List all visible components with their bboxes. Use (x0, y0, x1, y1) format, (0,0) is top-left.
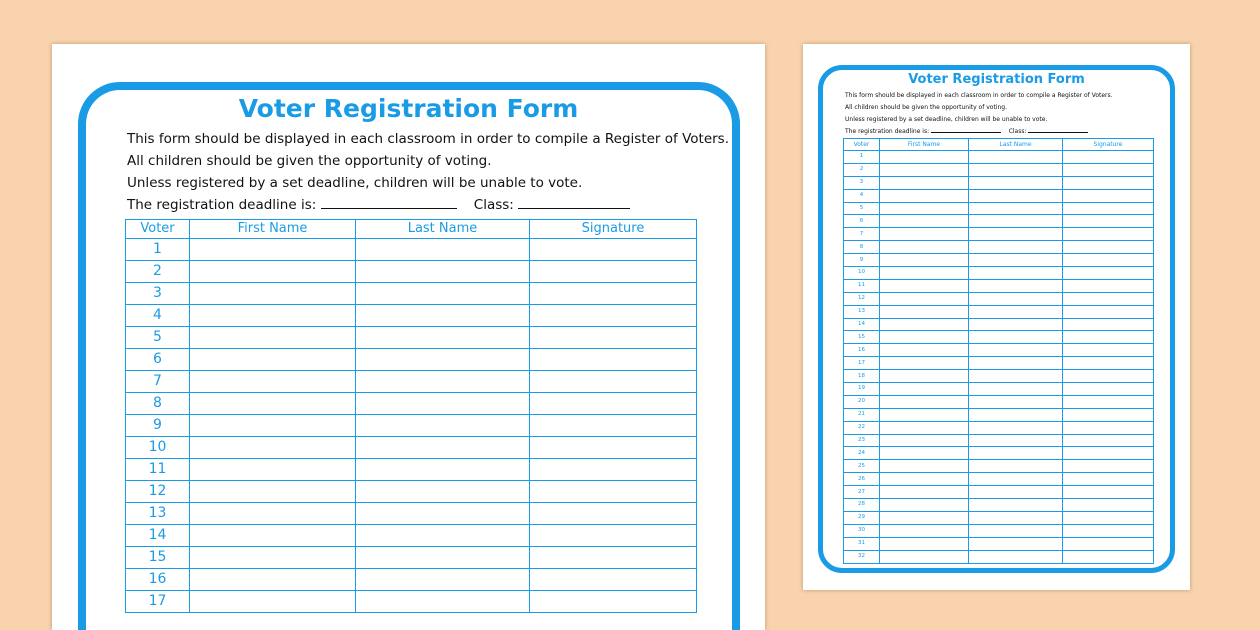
table-row (844, 189, 1154, 202)
last-name-cell (356, 239, 530, 261)
voter-number: 4 (844, 189, 880, 202)
signature-cell (1063, 228, 1154, 241)
signature-cell (1063, 511, 1154, 524)
table-row (844, 524, 1154, 537)
last-name-cell (969, 434, 1063, 447)
instruction-line: Unless registered by a set deadline, children will be unable to vote. (845, 116, 1048, 123)
table-row (126, 239, 697, 261)
last-name-cell (356, 459, 530, 481)
signature-cell (1063, 421, 1154, 434)
signature-cell (1063, 408, 1154, 421)
form-instructions (127, 128, 729, 216)
first-name-cell (880, 215, 969, 228)
signature-cell (530, 459, 697, 481)
last-name-cell (969, 241, 1063, 254)
voter-number: 26 (844, 473, 880, 486)
table-row (844, 550, 1154, 563)
class-label: Class: (473, 197, 514, 213)
last-name-cell (969, 305, 1063, 318)
table-row (844, 163, 1154, 176)
voter-table (843, 138, 1154, 564)
signature-cell (1063, 202, 1154, 215)
signature-cell (530, 591, 697, 613)
first-name-cell (880, 408, 969, 421)
first-name-cell (190, 415, 356, 437)
table-row (844, 511, 1154, 524)
table-row (844, 395, 1154, 408)
column-header-last-name: Last Name (969, 139, 1063, 151)
signature-cell (1063, 267, 1154, 280)
signature-cell (530, 437, 697, 459)
signature-cell (530, 547, 697, 569)
table-row (844, 486, 1154, 499)
voter-number: 7 (126, 371, 190, 393)
first-name-cell (880, 254, 969, 267)
last-name-cell (969, 176, 1063, 189)
last-name-cell (969, 383, 1063, 396)
table-row (844, 344, 1154, 357)
table-row (844, 537, 1154, 550)
voter-number: 13 (126, 503, 190, 525)
first-name-cell (880, 499, 969, 512)
voter-number: 18 (844, 370, 880, 383)
signature-cell (1063, 318, 1154, 331)
voter-number: 14 (844, 318, 880, 331)
table-row (126, 261, 697, 283)
last-name-cell (356, 349, 530, 371)
first-name-cell (880, 486, 969, 499)
table-row (844, 318, 1154, 331)
voter-table (125, 219, 697, 613)
first-name-cell (880, 383, 969, 396)
voter-number: 29 (844, 511, 880, 524)
first-name-cell (880, 202, 969, 215)
column-header-voter: Voter (126, 220, 190, 239)
class-blank (518, 208, 630, 209)
first-name-cell (880, 163, 969, 176)
last-name-cell (969, 215, 1063, 228)
voter-number: 8 (126, 393, 190, 415)
instruction-line: This form should be displayed in each classroom in order to compile a Register of Voters. (127, 131, 729, 147)
last-name-cell (969, 151, 1063, 164)
signature-cell (1063, 383, 1154, 396)
first-name-cell (880, 292, 969, 305)
voter-number: 28 (844, 499, 880, 512)
table-row (844, 151, 1154, 164)
voter-number: 6 (844, 215, 880, 228)
last-name-cell (969, 331, 1063, 344)
signature-cell (1063, 215, 1154, 228)
table-row (844, 241, 1154, 254)
table-row (126, 459, 697, 481)
voter-number: 23 (844, 434, 880, 447)
signature-cell (530, 239, 697, 261)
table-row (844, 292, 1154, 305)
signature-cell (530, 283, 697, 305)
column-header-signature: Signature (1063, 139, 1154, 151)
first-name-cell (880, 421, 969, 434)
first-name-cell (880, 511, 969, 524)
last-name-cell (969, 228, 1063, 241)
table-row (844, 254, 1154, 267)
last-name-cell (356, 525, 530, 547)
column-header-last-name: Last Name (356, 220, 530, 239)
signature-cell (1063, 460, 1154, 473)
first-name-cell (880, 537, 969, 550)
voter-number: 3 (844, 176, 880, 189)
signature-cell (530, 415, 697, 437)
signature-cell (530, 327, 697, 349)
voter-number: 16 (844, 344, 880, 357)
first-name-cell (190, 283, 356, 305)
voter-number: 12 (126, 481, 190, 503)
last-name-cell (969, 344, 1063, 357)
table-row (844, 421, 1154, 434)
voter-number: 15 (844, 331, 880, 344)
first-name-cell (880, 460, 969, 473)
form-preview-small (803, 44, 1190, 590)
first-name-cell (190, 437, 356, 459)
voter-number: 22 (844, 421, 880, 434)
signature-cell (1063, 447, 1154, 460)
voter-number: 16 (126, 569, 190, 591)
voter-number: 8 (844, 241, 880, 254)
first-name-cell (880, 473, 969, 486)
last-name-cell (969, 163, 1063, 176)
first-name-cell (190, 459, 356, 481)
voter-number: 19 (844, 383, 880, 396)
last-name-cell (969, 550, 1063, 563)
signature-cell (530, 261, 697, 283)
last-name-cell (969, 486, 1063, 499)
instruction-line: This form should be displayed in each classroom in order to compile a Register of Voters. (845, 92, 1113, 99)
voter-number: 5 (844, 202, 880, 215)
first-name-cell (190, 239, 356, 261)
voter-number: 11 (126, 459, 190, 481)
deadline-label: The registration deadline is: (845, 128, 930, 135)
column-header-first-name: First Name (880, 139, 969, 151)
first-name-cell (880, 189, 969, 202)
voter-number: 6 (126, 349, 190, 371)
voter-number: 20 (844, 395, 880, 408)
first-name-cell (190, 481, 356, 503)
signature-cell (1063, 486, 1154, 499)
first-name-cell (880, 267, 969, 280)
voter-number: 9 (844, 254, 880, 267)
signature-cell (1063, 254, 1154, 267)
column-header-voter: Voter (844, 139, 880, 151)
voter-number: 11 (844, 279, 880, 292)
deadline-blank (931, 132, 1001, 133)
signature-cell (1063, 473, 1154, 486)
table-row (844, 176, 1154, 189)
table-row (844, 408, 1154, 421)
last-name-cell (969, 357, 1063, 370)
table-row (844, 383, 1154, 396)
voter-number: 21 (844, 408, 880, 421)
first-name-cell (880, 331, 969, 344)
voter-number: 17 (126, 591, 190, 613)
voter-number: 1 (844, 151, 880, 164)
table-row (844, 473, 1154, 486)
first-name-cell (880, 344, 969, 357)
voter-number: 15 (126, 547, 190, 569)
signature-cell (1063, 176, 1154, 189)
signature-cell (1063, 537, 1154, 550)
signature-cell (530, 481, 697, 503)
last-name-cell (969, 267, 1063, 280)
first-name-cell (190, 261, 356, 283)
table-row (126, 305, 697, 327)
instruction-line: All children should be given the opportunity of voting. (845, 104, 1008, 111)
table-row (844, 228, 1154, 241)
first-name-cell (190, 547, 356, 569)
signature-cell (530, 525, 697, 547)
instruction-line: All children should be given the opportunity of voting. (127, 153, 492, 169)
first-name-cell (190, 569, 356, 591)
table-row (126, 393, 697, 415)
last-name-cell (969, 421, 1063, 434)
table-row (126, 437, 697, 459)
voter-number: 7 (844, 228, 880, 241)
signature-cell (1063, 163, 1154, 176)
signature-cell (530, 349, 697, 371)
last-name-cell (356, 327, 530, 349)
first-name-cell (880, 447, 969, 460)
first-name-cell (190, 591, 356, 613)
last-name-cell (969, 499, 1063, 512)
first-name-cell (190, 393, 356, 415)
first-name-cell (880, 176, 969, 189)
voter-number: 27 (844, 486, 880, 499)
last-name-cell (356, 437, 530, 459)
first-name-cell (880, 434, 969, 447)
signature-cell (1063, 395, 1154, 408)
signature-cell (530, 393, 697, 415)
first-name-cell (190, 327, 356, 349)
signature-cell (1063, 370, 1154, 383)
first-name-cell (880, 241, 969, 254)
last-name-cell (969, 524, 1063, 537)
last-name-cell (356, 283, 530, 305)
voter-number: 31 (844, 537, 880, 550)
table-row (844, 357, 1154, 370)
voter-number: 24 (844, 447, 880, 460)
last-name-cell (969, 318, 1063, 331)
voter-number: 17 (844, 357, 880, 370)
first-name-cell (880, 524, 969, 537)
table-row (844, 447, 1154, 460)
signature-cell (1063, 344, 1154, 357)
voter-number: 2 (126, 261, 190, 283)
table-row (844, 202, 1154, 215)
voter-number: 32 (844, 550, 880, 563)
last-name-cell (969, 537, 1063, 550)
voter-number: 4 (126, 305, 190, 327)
voter-number: 12 (844, 292, 880, 305)
class-blank (1028, 132, 1088, 133)
signature-cell (1063, 524, 1154, 537)
voter-number: 3 (126, 283, 190, 305)
table-row (126, 547, 697, 569)
table-row (126, 525, 697, 547)
voter-number: 5 (126, 327, 190, 349)
table-row (844, 305, 1154, 318)
form-instructions (845, 90, 1113, 138)
voter-number: 30 (844, 524, 880, 537)
voter-number: 10 (126, 437, 190, 459)
table-row (126, 327, 697, 349)
signature-cell (530, 503, 697, 525)
last-name-cell (969, 473, 1063, 486)
table-row (844, 460, 1154, 473)
last-name-cell (969, 395, 1063, 408)
last-name-cell (356, 371, 530, 393)
first-name-cell (190, 305, 356, 327)
table-row (126, 591, 697, 613)
first-name-cell (880, 279, 969, 292)
table-row (844, 215, 1154, 228)
last-name-cell (356, 569, 530, 591)
form-title: Voter Registration Form (238, 94, 579, 123)
signature-cell (1063, 151, 1154, 164)
table-row (126, 349, 697, 371)
table-row (126, 371, 697, 393)
first-name-cell (880, 228, 969, 241)
first-name-cell (190, 503, 356, 525)
last-name-cell (356, 503, 530, 525)
column-header-signature: Signature (530, 220, 697, 239)
first-name-cell (880, 151, 969, 164)
last-name-cell (356, 481, 530, 503)
signature-cell (1063, 357, 1154, 370)
signature-cell (1063, 279, 1154, 292)
signature-cell (530, 569, 697, 591)
instruction-line: Unless registered by a set deadline, children will be unable to vote. (127, 175, 583, 191)
signature-cell (1063, 550, 1154, 563)
last-name-cell (969, 460, 1063, 473)
signature-cell (1063, 331, 1154, 344)
first-name-cell (880, 318, 969, 331)
deadline-label: The registration deadline is: (127, 197, 317, 213)
table-row (126, 569, 697, 591)
last-name-cell (356, 393, 530, 415)
last-name-cell (969, 511, 1063, 524)
table-row (844, 434, 1154, 447)
last-name-cell (356, 305, 530, 327)
first-name-cell (190, 525, 356, 547)
voter-number: 14 (126, 525, 190, 547)
table-row (844, 331, 1154, 344)
last-name-cell (969, 202, 1063, 215)
last-name-cell (356, 591, 530, 613)
class-label: Class: (1008, 128, 1027, 135)
first-name-cell (190, 371, 356, 393)
first-name-cell (880, 357, 969, 370)
table-row (844, 279, 1154, 292)
last-name-cell (969, 254, 1063, 267)
voter-number: 10 (844, 267, 880, 280)
last-name-cell (969, 370, 1063, 383)
signature-cell (1063, 292, 1154, 305)
first-name-cell (190, 349, 356, 371)
signature-cell (1063, 189, 1154, 202)
last-name-cell (969, 189, 1063, 202)
last-name-cell (969, 279, 1063, 292)
signature-cell (1063, 305, 1154, 318)
first-name-cell (880, 395, 969, 408)
last-name-cell (356, 415, 530, 437)
signature-cell (530, 305, 697, 327)
form-title: Voter Registration Form (908, 72, 1085, 87)
table-row (126, 283, 697, 305)
voter-number: 9 (126, 415, 190, 437)
last-name-cell (969, 447, 1063, 460)
form-preview-large (52, 44, 765, 630)
signature-cell (1063, 241, 1154, 254)
table-row (844, 499, 1154, 512)
last-name-cell (969, 292, 1063, 305)
table-row (126, 481, 697, 503)
voter-number: 2 (844, 163, 880, 176)
signature-cell (1063, 434, 1154, 447)
first-name-cell (880, 370, 969, 383)
table-row (844, 267, 1154, 280)
last-name-cell (356, 261, 530, 283)
first-name-cell (880, 305, 969, 318)
column-header-first-name: First Name (190, 220, 356, 239)
deadline-blank (321, 208, 457, 209)
voter-number: 25 (844, 460, 880, 473)
table-row (126, 503, 697, 525)
voter-number: 1 (126, 239, 190, 261)
table-row (126, 415, 697, 437)
table-row (844, 370, 1154, 383)
signature-cell (530, 371, 697, 393)
voter-number: 13 (844, 305, 880, 318)
signature-cell (1063, 499, 1154, 512)
last-name-cell (969, 408, 1063, 421)
last-name-cell (356, 547, 530, 569)
first-name-cell (880, 550, 969, 563)
